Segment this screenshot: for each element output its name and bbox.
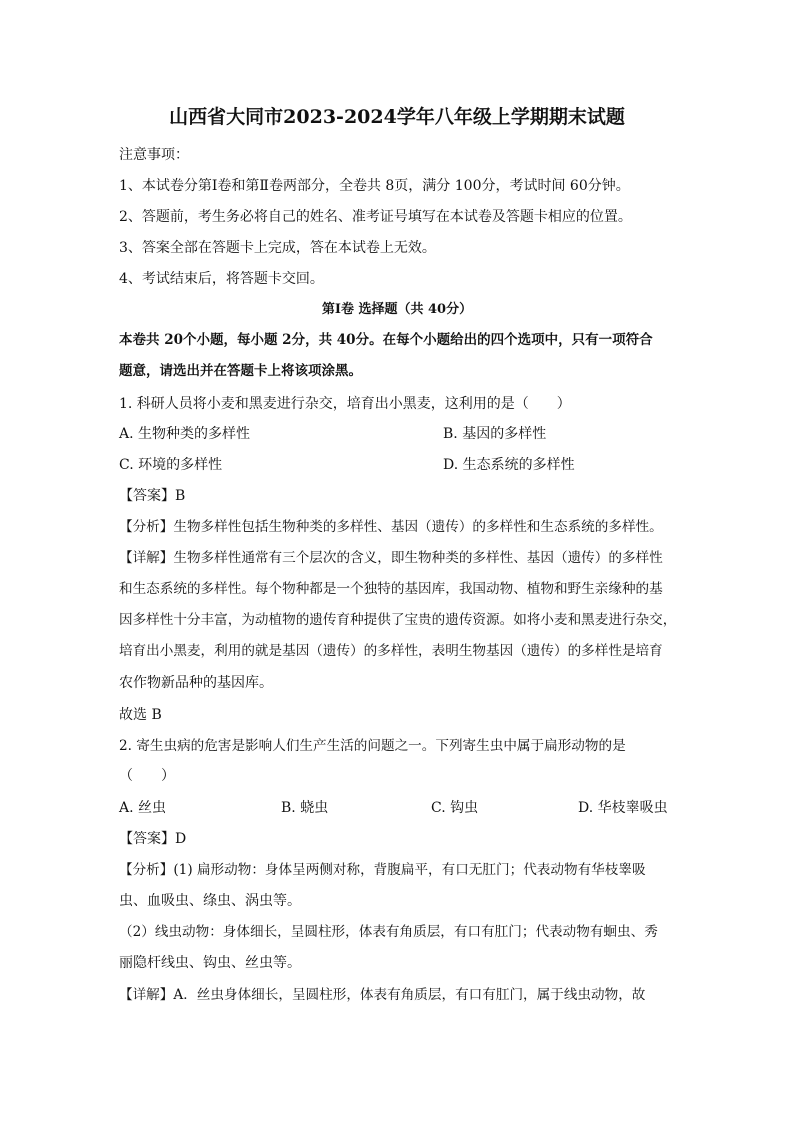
detail-text: 农作物新品种的基因库。 [119, 675, 273, 691]
notice-item: 4、考试结束后，将答题卡交回。 [119, 271, 324, 287]
page-title: 山西省大同市2023-2024学年八年级上学期期末试题 [169, 106, 625, 128]
section-title: 第Ⅰ卷 选择题（共 40分） [321, 302, 473, 317]
notice-item: 1、本试卷分第Ⅰ卷和第Ⅱ卷两部分，全卷共 8页，满分 100分，考试时间 60分钟。 [119, 178, 630, 194]
detail-text: 和生态系统的多样性。每个物种都是一个独特的基因库，我国动物、植物和野生亲缘种的基 [119, 581, 663, 597]
detail-text: 【详解】生物多样性通常有三个层次的含义，即生物种类的多样性、基因（遗传）的多样性 [119, 550, 663, 566]
option-d: D. 华枝睾吸虫 [578, 800, 668, 816]
notice-heading: 注意事项： [119, 147, 189, 163]
option-c: C. 钩虫 [431, 800, 479, 816]
option-c: C. 环境的多样性 [119, 457, 223, 473]
question-stem: 1. 科研人员将小麦和黑麦进行杂交，培育出小黑麦，这利用的是（ ） [119, 396, 571, 412]
answer-label: 【答案】D [119, 831, 187, 847]
question-stem: 2. 寄生虫病的危害是影响人们生产生活的问题之一。下列寄生虫中属于扁形动物的是 [119, 738, 626, 754]
analysis-text: 【分析】(1) 扁形动物：身体呈两侧对称，背腹扁平，有口无肛门；代表动物有华枝睾吸 [119, 862, 646, 878]
conclusion-text: 故选 B [119, 707, 162, 723]
section-instruction: 本卷共 20个小题，每小题 2分，共 40分。在每个小题给出的四个选项中，只有一项符合 [119, 332, 653, 348]
option-a: A. 生物种类的多样性 [119, 426, 251, 442]
option-d: D. 生态系统的多样性 [443, 457, 575, 473]
notice-item: 3、答案全部在答题卡上完成，答在本试卷上无效。 [119, 240, 436, 256]
analysis-text: 【分析】生物多样性包括生物种类的多样性、基因（遗传）的多样性和生态系统的多样性。 [119, 519, 663, 535]
analysis-text: 虫、血吸虫、绦虫、涡虫等。 [119, 893, 301, 909]
section-instruction: 题意，请选出并在答题卡上将该项涂黑。 [119, 363, 362, 379]
option-b: B. 基因的多样性 [443, 426, 547, 442]
option-a: A. 丝虫 [119, 800, 167, 816]
option-b: B. 蛲虫 [281, 800, 329, 816]
answer-label: 【答案】B [119, 488, 186, 504]
notice-item: 2、答题前，考生务必将自己的姓名、准考证号填写在本试卷及答题卡相应的位置。 [119, 209, 632, 225]
analysis-text: （2）线虫动物：身体细长，呈圆柱形，体表有角质层，有口有肛门；代表动物有蛔虫、秀 [119, 924, 658, 940]
analysis-text: 丽隐杆线虫、钩虫、丝虫等。 [119, 955, 301, 971]
detail-text: 因多样性十分丰富，为动植物的遗传育种提供了宝贵的遗传资源。如将小麦和黑麦进行杂交， [119, 612, 677, 628]
question-stem: （ ） [119, 768, 175, 784]
detail-text: 【详解】A．丝虫身体细长，呈圆柱形，体表有角质层，有口有肛门，属于线虫动物，故 [119, 987, 646, 1003]
detail-text: 培育出小黑麦，利用的就是基因（遗传）的多样性，表明生物基因（遗传）的多样性是培育 [119, 643, 663, 659]
